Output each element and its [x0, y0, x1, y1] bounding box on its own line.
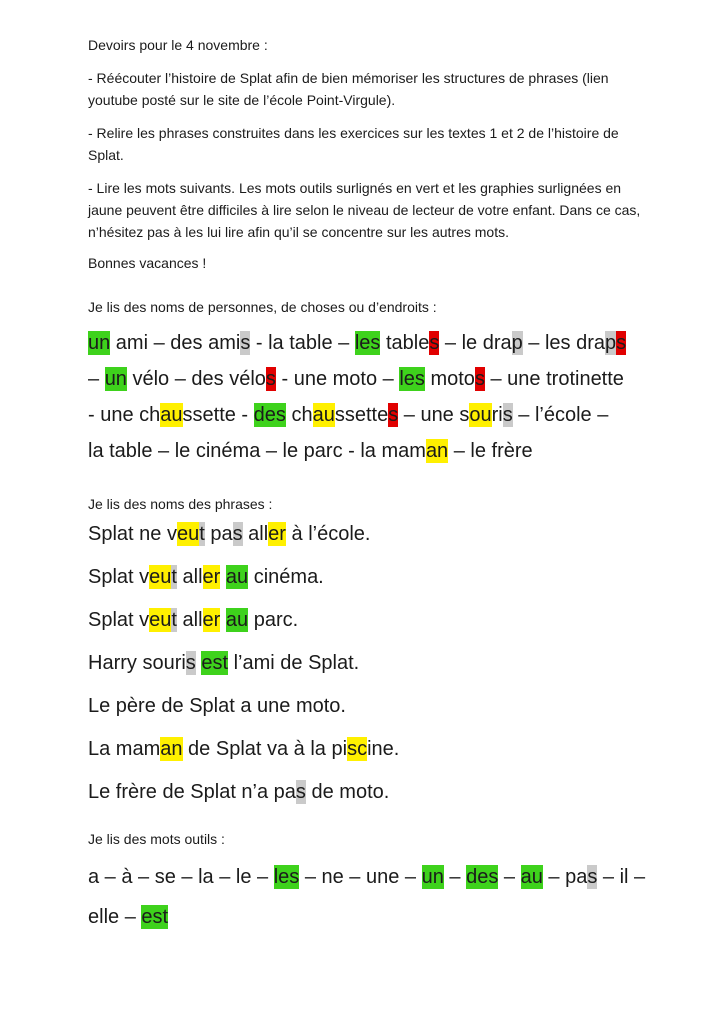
plain-text: Le père de Splat a une moto.	[88, 695, 346, 717]
highlight-gray: s	[502, 404, 513, 426]
document-title: Devoirs pour le 4 novembre :	[88, 37, 268, 53]
highlight-yellow: er	[202, 609, 221, 631]
plain-text: Splat v	[88, 609, 150, 631]
reading-sections	[88, 299, 700, 937]
section-heading-noms: Je lis des noms de personnes, de choses ou d’endroits :	[88, 299, 437, 315]
highlight-green: des	[253, 404, 286, 426]
plain-text: pa	[204, 523, 233, 545]
intro-paragraph-read-words: - Lire les mots suivants. Les mots outils surlignés en vert et les graphies surlignées en jaune peuvent être difficiles à lire selon le niveau de lecteur de votre enfant. Dans ce cas, n’hésitez pas à les lui lire afin qu’il se concentre sur les autres mots.	[88, 180, 641, 240]
plain-text: all	[242, 523, 269, 545]
highlight-yellow: an	[425, 440, 449, 462]
plain-text: – les dra	[522, 332, 605, 354]
plain-text: - une ch	[88, 404, 161, 426]
section-mots-outils	[88, 831, 700, 937]
plain-text: elle –	[88, 906, 142, 928]
highlight-yellow: eu	[149, 609, 172, 631]
plain-text: de Splat va à la pi	[182, 738, 348, 760]
highlight-green: les	[273, 866, 300, 888]
plain-text: ami – des ami	[110, 332, 241, 354]
highlight-green: les	[399, 368, 425, 390]
highlight-green: au	[225, 566, 249, 588]
highlight-green: au	[225, 609, 249, 631]
highlight-yellow: er	[268, 523, 286, 545]
intro-closing-greeting: Bonnes vacances !	[88, 255, 207, 271]
highlight-gray: s	[295, 781, 306, 803]
highlight-gray: t	[199, 523, 205, 545]
highlight-gray: t	[171, 609, 177, 631]
plain-text: ssette -	[182, 404, 254, 426]
text-line	[88, 780, 700, 804]
plain-text: a – à – se – la – le –	[88, 866, 274, 888]
plain-text: - une moto –	[275, 368, 400, 390]
text-line	[88, 397, 700, 433]
text-line	[88, 857, 700, 897]
plain-text: ssette	[334, 404, 389, 426]
intro-paragraph-listen: - Réécouter l’histoire de Splat afin de bien mémoriser les structures de phrases (lien youtube posté sur le site de l’école Point-Virgule).	[88, 70, 609, 108]
plain-text: –	[498, 866, 521, 888]
plain-text: Harry souri	[88, 652, 186, 674]
plain-text: ine.	[367, 738, 400, 760]
plain-text: – le frère	[448, 440, 533, 462]
highlight-red: s	[265, 368, 276, 390]
highlight-red: s	[388, 404, 399, 426]
highlight-gray: s	[185, 652, 196, 674]
plain-text: – ne – une –	[299, 866, 422, 888]
section-heading-phrases: Je lis des noms des phrases :	[88, 496, 273, 512]
plain-text: l’ami de Splat.	[228, 652, 360, 674]
highlight-gray: p	[605, 332, 617, 354]
highlight-green: est	[141, 906, 169, 928]
plain-text: ch	[285, 404, 313, 426]
plain-text: table	[380, 332, 430, 354]
plain-text: Splat v	[88, 566, 150, 588]
plain-text: –	[88, 368, 105, 390]
text-line	[88, 565, 700, 589]
highlight-green: un	[421, 866, 444, 888]
highlight-green: des	[466, 866, 499, 888]
plain-text: – il –	[597, 866, 646, 888]
text-line	[88, 694, 700, 718]
section-phrases	[88, 496, 700, 804]
plain-text: - la table –	[250, 332, 355, 354]
highlight-yellow: ou	[469, 404, 492, 426]
highlight-gray: s	[240, 332, 251, 354]
highlight-red: s	[429, 332, 440, 354]
plain-text: de moto.	[305, 781, 390, 803]
plain-text: all	[176, 566, 203, 588]
section-heading-mots-outils: Je lis des mots outils :	[88, 831, 225, 847]
section-noms	[88, 299, 700, 469]
highlight-yellow: eu	[176, 523, 200, 545]
plain-text: all	[176, 609, 203, 631]
text-line	[88, 325, 700, 361]
highlight-green: un	[104, 368, 127, 390]
plain-text: parc.	[248, 609, 299, 631]
highlight-yellow: eu	[149, 566, 172, 588]
plain-text: –	[443, 866, 467, 888]
plain-text: – une trotinette	[484, 368, 624, 390]
plain-text: La mam	[88, 738, 161, 760]
text-line	[88, 433, 700, 469]
highlight-green: au	[520, 866, 543, 888]
plain-text: Le frère de Splat n’a pa	[88, 781, 296, 803]
highlight-green: est	[201, 652, 229, 674]
highlight-red: s	[474, 368, 485, 390]
highlight-green: un	[88, 332, 111, 354]
text-line	[88, 361, 700, 397]
plain-text: moto	[424, 368, 475, 390]
plain-text: – pa	[542, 866, 588, 888]
text-line	[88, 737, 700, 761]
plain-text: la table – le cinéma – le parc - la mam	[88, 440, 426, 462]
text-line	[88, 522, 700, 546]
highlight-green: les	[354, 332, 381, 354]
highlight-gray: t	[171, 566, 177, 588]
intro-paragraph-reread: - Relire les phrases construites dans les exercices sur les textes 1 et 2 de l’histoire de Splat.	[88, 125, 619, 163]
plain-text: cinéma.	[248, 566, 324, 588]
plain-text: Splat ne v	[88, 523, 177, 545]
highlight-yellow: an	[160, 738, 183, 760]
highlight-yellow: au	[160, 404, 183, 426]
plain-text: à l’école.	[285, 523, 371, 545]
plain-text: vélo – des vélo	[126, 368, 266, 390]
highlight-yellow: er	[202, 566, 221, 588]
text-line	[88, 608, 700, 632]
highlight-red: s	[616, 332, 627, 354]
plain-text: – une s	[398, 404, 470, 426]
plain-text: – l’école –	[512, 404, 609, 426]
highlight-gray: s	[232, 523, 243, 545]
highlight-yellow: sc	[347, 738, 368, 760]
text-line	[88, 897, 700, 937]
text-line	[88, 651, 700, 675]
highlight-yellow: au	[312, 404, 335, 426]
highlight-gray: s	[587, 866, 598, 888]
plain-text: – le dra	[439, 332, 512, 354]
highlight-gray: p	[511, 332, 523, 354]
plain-text: ri	[491, 404, 503, 426]
